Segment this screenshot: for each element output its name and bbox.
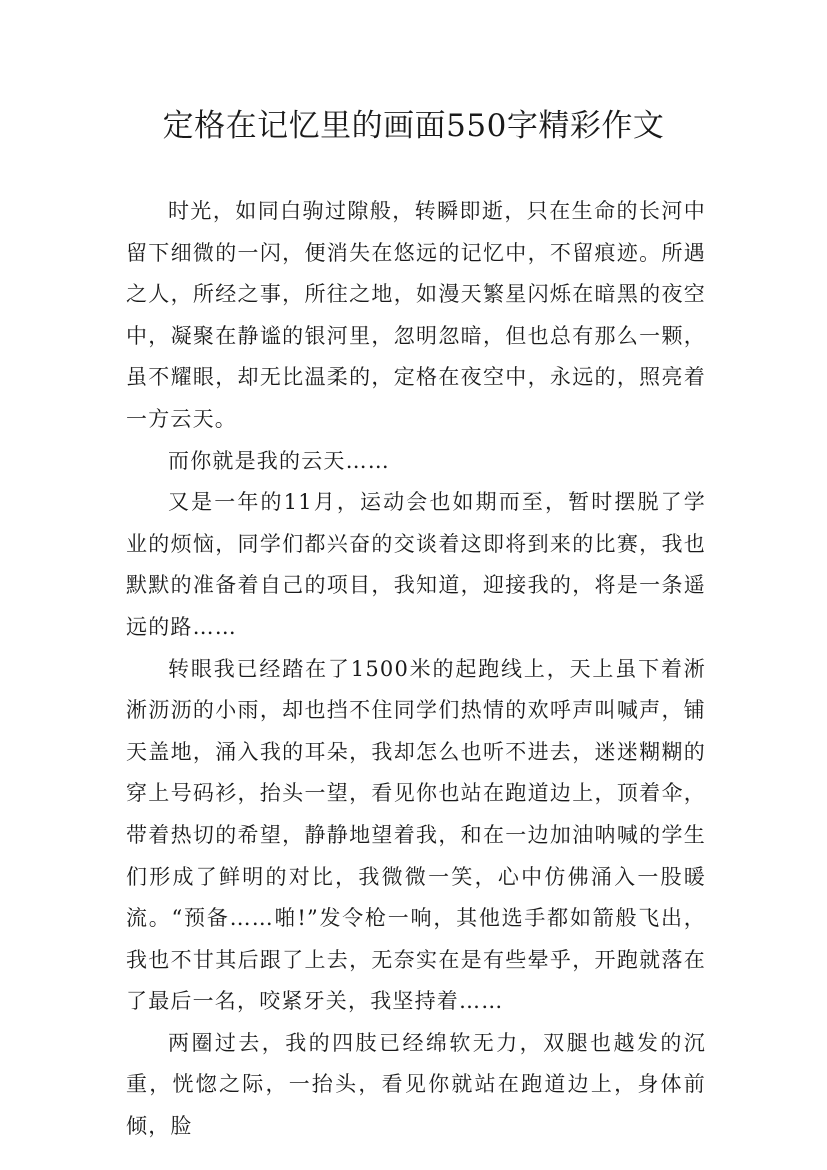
paragraph: 又是一年的11月，运动会也如期而至，暂时摆脱了学业的烦恼，同学们都兴奋的交谈着这即将到来的比赛，我也默默的准备着自己的项目，我知道，迎接我的，将是一条遥远的路…… <box>126 490 706 639</box>
document-body <box>126 191 706 1148</box>
paragraph: 而你就是我的云天…… <box>168 448 390 473</box>
paragraph: 时光，如同白驹过隙般，转瞬即逝，只在生命的长河中留下细微的一闪，便消失在悠远的记忆中，不留痕迹。所遇之人，所经之事，所往之地，如漫天繁星闪烁在暗黑的夜空中，凝聚在静谧的银河里，忽明忽暗，但也总有那么一颗，虽不耀眼，却无比温柔的，定格在夜空中，永远的，照亮着一方云天。 <box>126 199 706 431</box>
paragraph: 两圈过去，我的四肢已经绵软无力，双腿也越发的沉重，恍惚之际，一抬头，看见你就站在跑道边上，身体前倾，脸 <box>126 1030 706 1139</box>
document-title: 定格在记忆里的画面550字精彩作文 <box>162 108 665 144</box>
paragraph: 转眼我已经踏在了1500米的起跑线上，天上虽下着淅淅沥沥的小雨，却也挡不住同学们热情的欢呼声叫喊声，铺天盖地，涌入我的耳朵，我却怎么也听不进去，迷迷糊糊的穿上号码衫，抬头一望，看见你也站在跑道边上，顶着伞，带着热切的希望，静静地望着我，和在一边加油呐喊的学生们形成了鲜明的对比，我微微一笑，心中仿佛涌入一股暖流。“预备……啪!”发令枪一响，其他选手都如箭般飞出，我也不甘其后跟了上去，无奈实在是有些晕乎，开跑就落在了最后一名，咬紧牙关，我坚持着…… <box>126 656 706 1014</box>
